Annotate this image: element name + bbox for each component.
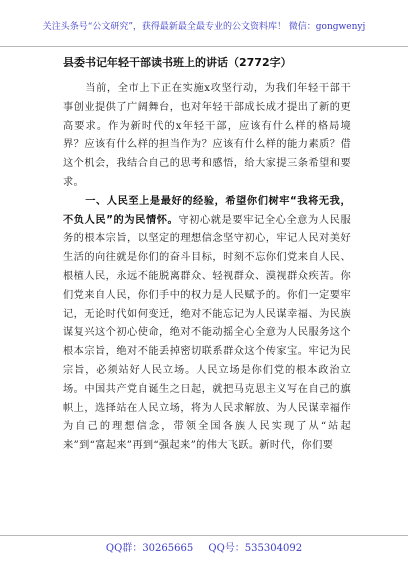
page-header-banner [0, 22, 408, 47]
footer-qq-number: QQ号：535304092 [208, 543, 303, 554]
paragraph-section-1 [63, 193, 351, 456]
section-1-text: 守初心就是要牢记全心全意为人民服务的根本宗旨，以坚定的理想信念坚守初心，牢记人民对美好生活的向往就是你们的奋斗目标，时刻不忘你们党来自人民、根植人民，永远不能脱离群众、轻视群众、漠视群众疾苦。你们党来自人民，你们手中的权力是人民赋予的。你们一定要牢记，无论时代如何变迁，绝对不能忘记为人民谋幸福、为民族谋复兴这个初心使命，绝对不能动摇全心全意为人民服务这个根本宗旨，绝对不能丢掉密切联系群众这个传家宝。牢记为民宗旨，必须站好人民立场。人民立场是你们党的根本政治立场。中国共产党自诞生之日起，就把马克思主义写在自己的旗帜上，选择站在人民立场，将为人民求解放、为人民谋幸福作为自己的理想信念，带领全国各族人民实现了从“站起来”到“富起来”再到“强起来”的伟大飞跃。新时代，你们要 [63, 214, 351, 452]
page-footer [0, 535, 408, 555]
document-title: 县委书记年轻干部读书班上的讲话（2772字） [63, 56, 292, 69]
section-1-heading: 一、人民至上是最好的经验，希望你们树牢“我将无我，不负人民”的为民情怀。 [63, 195, 351, 226]
footer-qq-group: QQ群：30265665 [105, 543, 194, 554]
header-text: 关注头条号“公文研究”，获得最新最全最专业的公文资料库！ 微信：gongwenyj [42, 22, 366, 32]
paragraph-intro [63, 80, 351, 193]
document-body [63, 80, 351, 456]
paragraph-intro-text: 当前，全市上下正在实施x攻坚行动，为我们年轻干部干事创业提供了广阔舞台，也对年轻干部成长成才提出了新的更高要求。作为新时代的x年轻干部，应该有什么样的格局境界？应该有什么样的担当作为？应该有什么样的能力素质？借这个机会，我结合自己的思考和感悟，给大家提三条希望和要求。 [63, 83, 351, 188]
